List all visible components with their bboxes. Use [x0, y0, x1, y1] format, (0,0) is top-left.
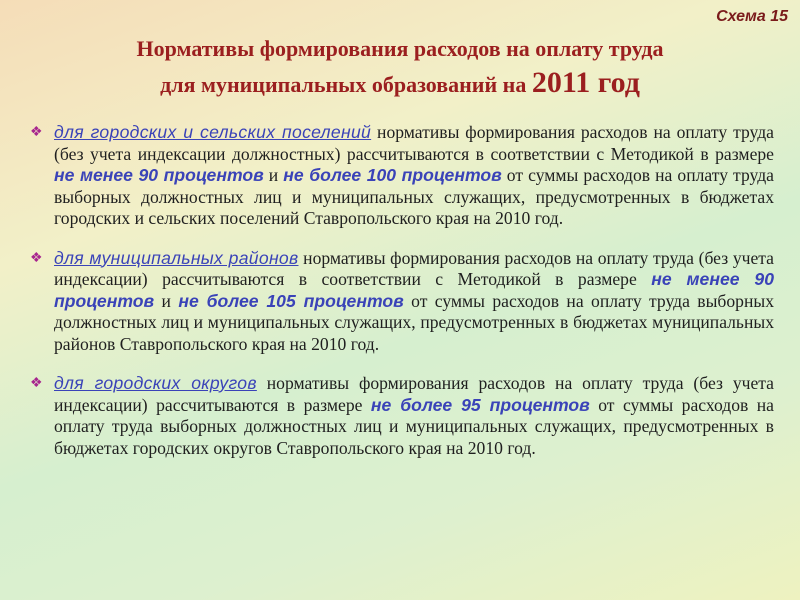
content-list	[30, 122, 774, 477]
paragraph	[54, 248, 774, 356]
paragraph	[54, 373, 774, 459]
text-segment: и	[154, 290, 179, 311]
text-segment: от суммы расходов на оплату труда выборных должностных лиц и муниципальных служащих, предусмотренных в бюджетах муниципальных районов Ставропольского края на 2010 год.	[54, 290, 775, 354]
diamond-bullet-icon: ❖	[30, 250, 43, 266]
title-line-2	[40, 66, 760, 102]
text-segment: нормативы формирования расходов на оплату труда (без учета индексации) рассчитываются в размере	[54, 373, 774, 415]
highlight-max: не более 95 процентов	[370, 394, 590, 415]
scheme-label: Схема 15	[716, 8, 788, 25]
diamond-bullet-icon: ❖	[30, 376, 43, 391]
list-item-settlements	[30, 122, 774, 230]
list-item-city-districts	[30, 373, 774, 459]
text-segment: нормативы формирования расходов на оплату труда (без учета индексации) рассчитываются в соответствии с Методикой в размере	[54, 247, 774, 289]
text-segment: от суммы расходов на оплату труда выборных должностных лиц и муниципальных служащих, предусмотренных в бюджетах городских округов Ставропольского края на 2010 год.	[54, 394, 774, 458]
category-link: для муниципальных районов	[54, 247, 299, 268]
highlight-min: не менее 90 процентов	[54, 269, 774, 311]
highlight-min: не менее 90 процентов	[54, 165, 264, 185]
text-segment: и	[263, 165, 284, 185]
title-line-1: Нормативы формирования расходов на оплату труда	[136, 36, 664, 61]
text-segment: нормативы формирования расходов на оплату труда (без учета индексации должностных) рассчитываются в соответствии с Методикой в размере	[54, 122, 774, 164]
text-segment: от суммы расходов на оплату труда выборных должностных лиц и муниципальных служащих, предусмотренных в бюджетах городских и сельских поселений Ставропольского края на 2010 год.	[54, 165, 774, 228]
category-link: для городских округов	[54, 373, 257, 393]
title-line-2-prefix: для муниципальных образований на	[160, 72, 532, 97]
highlight-max: не более 100 процентов	[283, 165, 502, 185]
diamond-bullet-icon: ❖	[30, 125, 43, 140]
highlight-max: не более 105 процентов	[178, 290, 404, 311]
paragraph	[54, 122, 774, 230]
page-title	[40, 32, 760, 102]
list-item-districts	[30, 248, 774, 356]
title-year: 2011 год	[531, 66, 640, 99]
category-link: для городских и сельских поселений	[54, 122, 372, 142]
